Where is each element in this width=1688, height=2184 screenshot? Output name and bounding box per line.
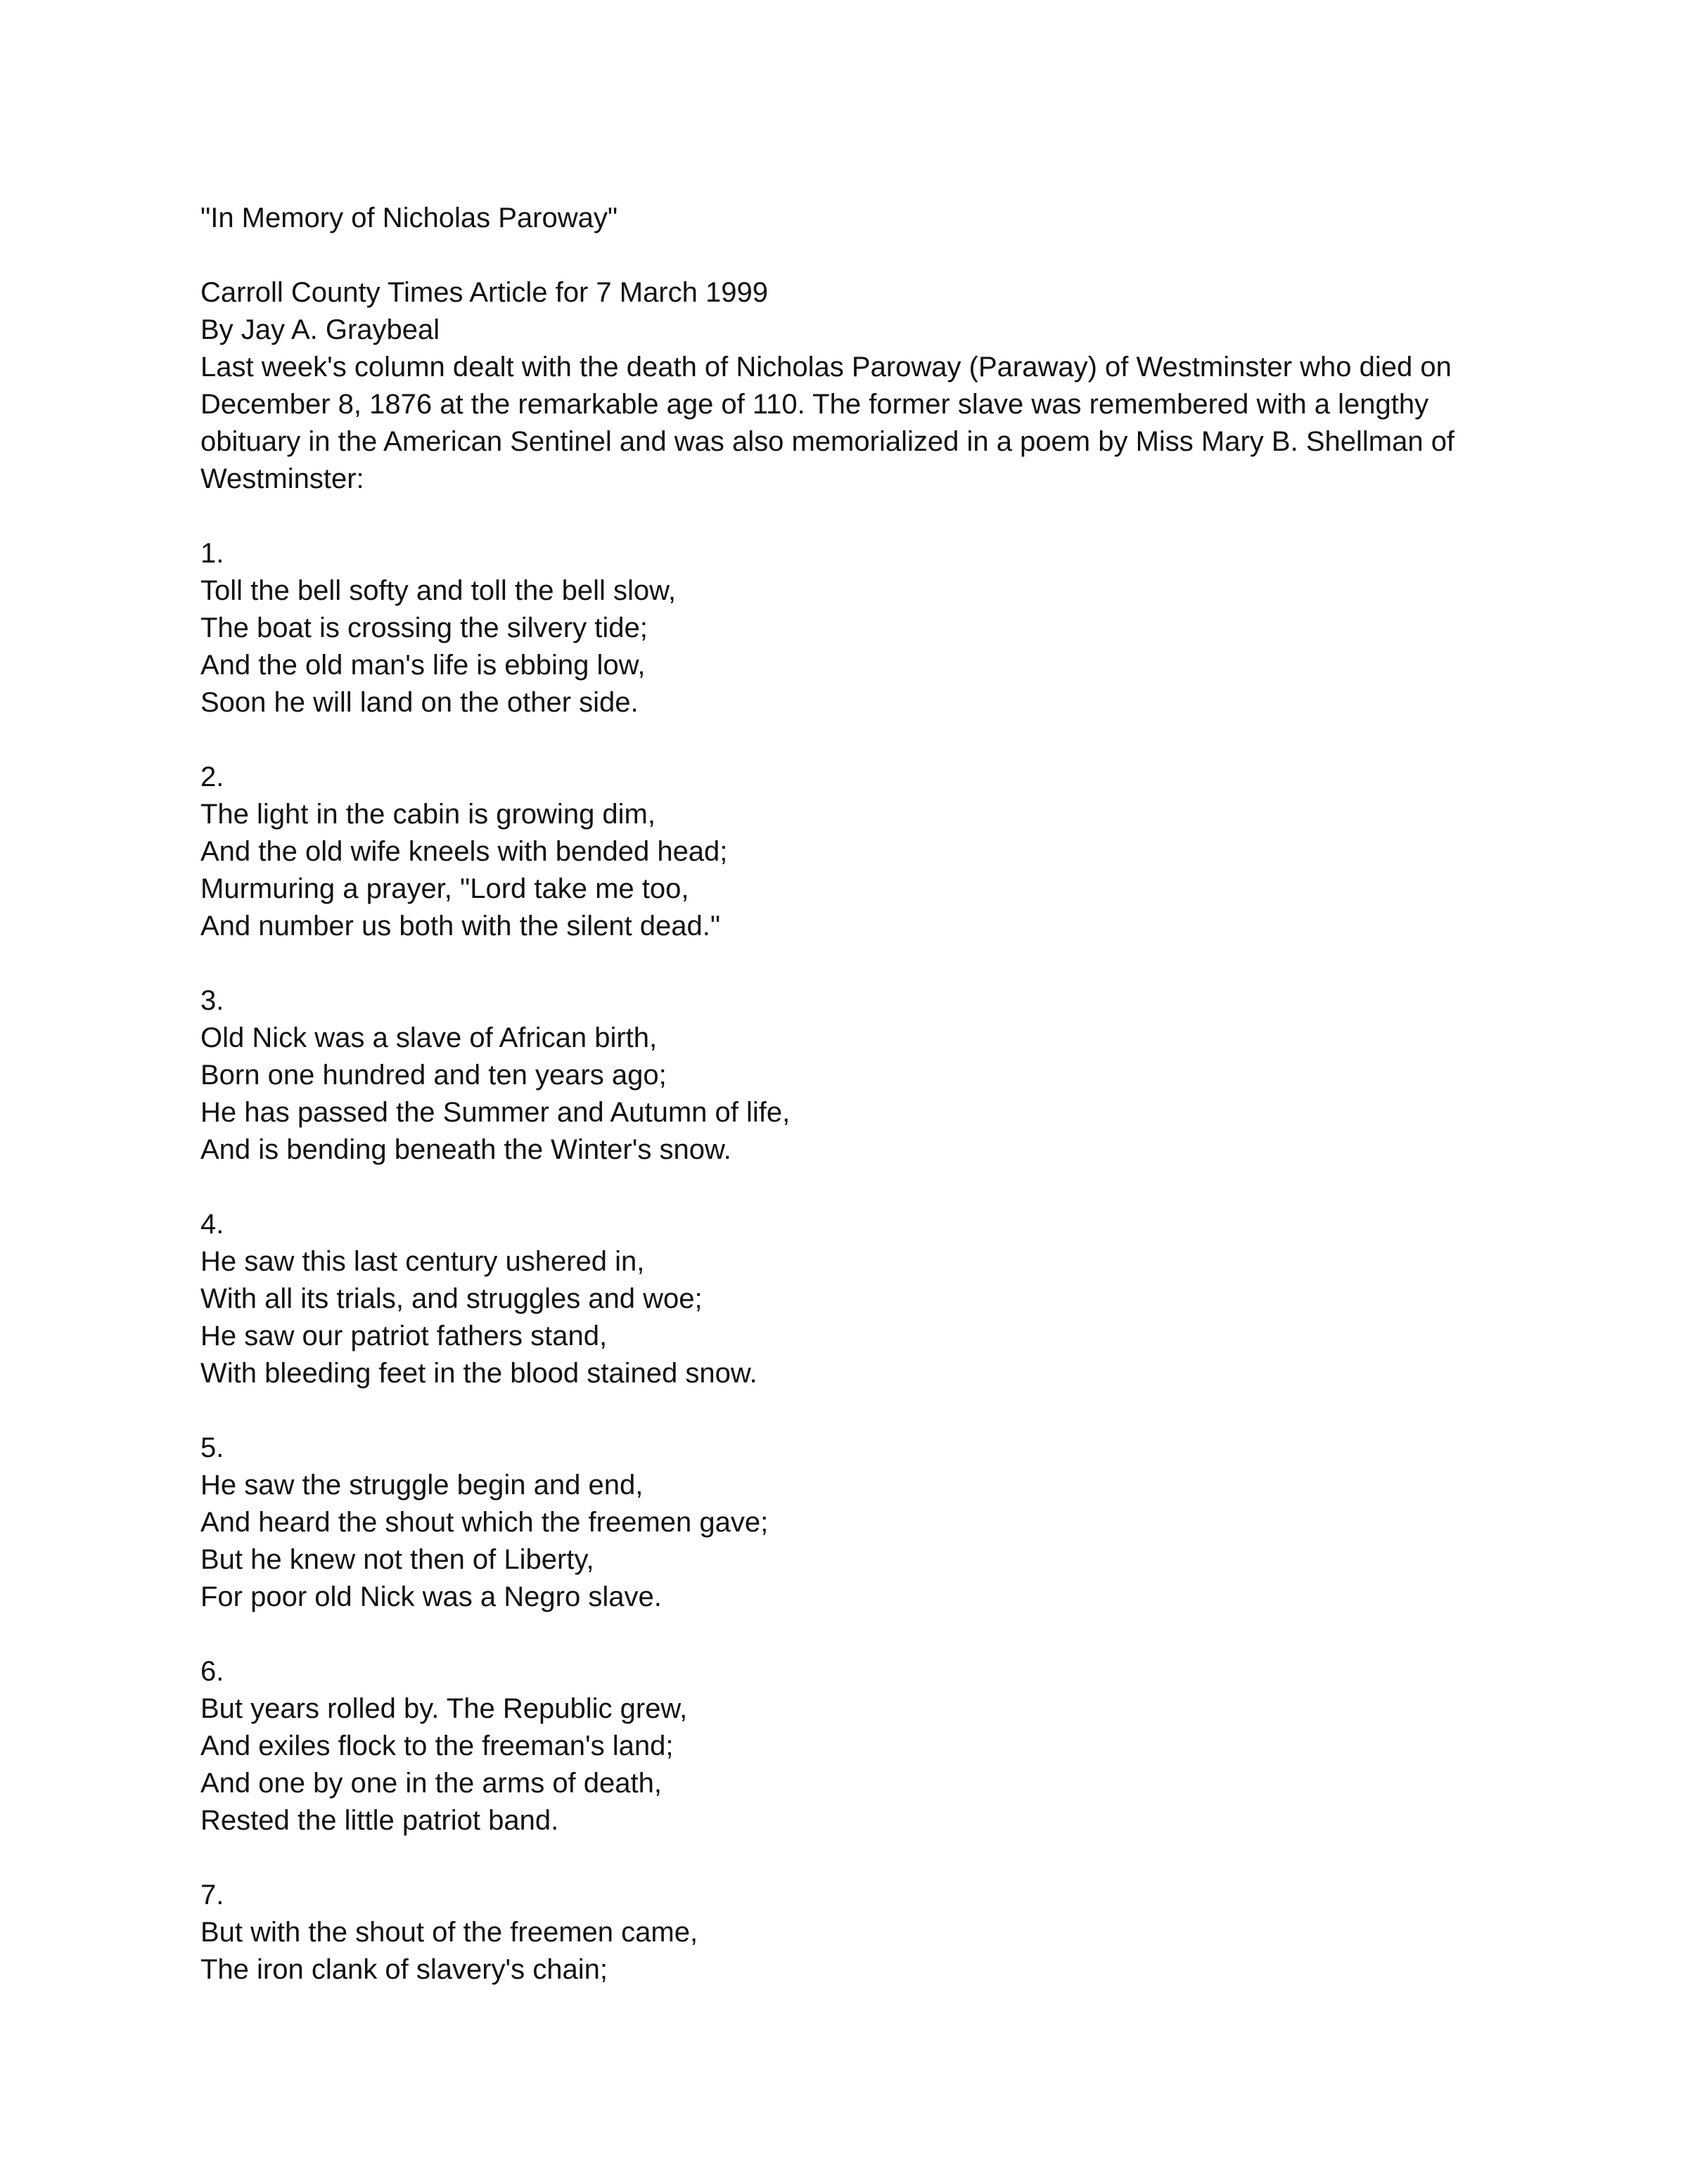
poem-line: Soon he will land on the other side. (200, 687, 639, 718)
spacer (200, 1392, 1495, 1430)
stanza-number: 5. (200, 1432, 224, 1463)
article-source: Carroll County Times Article for 7 March 1999 (200, 277, 768, 308)
poem-line: He saw the struggle begin and end, (200, 1470, 644, 1501)
poem-line: The light in the cabin is growing dim, (200, 799, 656, 830)
poem-line: And exiles flock to the freeman's land; (200, 1730, 674, 1761)
intro-line: Last week's column dealt with the death of Nicholas Paroway (Paraway) of Westminster who died on (200, 352, 1452, 383)
poem-line: And number us both with the silent dead." (200, 911, 721, 942)
poem-line: And the old wife kneels with bended head; (200, 836, 728, 867)
stanza-number: 4. (200, 1209, 224, 1240)
stanza-number: 1. (200, 538, 224, 569)
poem-line: The iron clank of slavery's chain; (200, 1954, 608, 1985)
stanza-number: 3. (200, 985, 224, 1016)
document-title: "In Memory of Nicholas Paroway" (200, 203, 618, 233)
spacer (200, 721, 1495, 759)
spacer (200, 1616, 1495, 1653)
poem-line: But with the shout of the freemen came, (200, 1917, 698, 1948)
poem-line: Born one hundred and ten years ago; (200, 1060, 667, 1091)
poem-line: And is bending beneath the Winter's snow. (200, 1134, 731, 1165)
poem-line: Murmuring a prayer, "Lord take me too, (200, 873, 689, 904)
poem-line: He has passed the Summer and Autumn of life, (200, 1097, 791, 1128)
poem-line: With all its trials, and struggles and woe; (200, 1283, 703, 1314)
stanza-number: 2. (200, 762, 224, 792)
spacer (200, 1169, 1495, 1206)
poem-line: With bleeding feet in the blood stained snow. (200, 1358, 757, 1389)
stanza-number: 6. (200, 1656, 224, 1687)
poem-line: The boat is crossing the silvery tide; (200, 612, 648, 643)
poem-line: But years rolled by. The Republic grew, (200, 1693, 688, 1724)
poem-line: And the old man's life is ebbing low, (200, 650, 646, 681)
poem-line: Old Nick was a slave of African birth, (200, 1022, 658, 1053)
poem-line: But he knew not then of Liberty, (200, 1544, 594, 1575)
spacer (200, 1839, 1495, 1877)
intro-line: Westminster: (200, 463, 364, 494)
poem-line: He saw our patriot fathers stand, (200, 1321, 608, 1351)
spacer (200, 498, 1495, 535)
spacer (200, 237, 1495, 274)
intro-line: December 8, 1876 at the remarkable age of 110. The former slave was remembered with a lengthy (200, 389, 1429, 420)
byline: By Jay A. Graybeal (200, 314, 440, 345)
intro-line: obituary in the American Sentinel and was also memorialized in a poem by Miss Mary B. Shellman of (200, 426, 1455, 457)
stanza-number: 7. (200, 1880, 224, 1910)
document-page (200, 200, 1495, 1989)
poem-line: And heard the shout which the freemen gave; (200, 1507, 769, 1538)
poem-line: He saw this last century ushered in, (200, 1246, 645, 1277)
poem-line: Toll the bell softy and toll the bell slow, (200, 575, 676, 606)
poem-line: And one by one in the arms of death, (200, 1768, 662, 1799)
poem-line: Rested the little patriot band. (200, 1805, 559, 1836)
spacer (200, 945, 1495, 982)
poem-line: For poor old Nick was a Negro slave. (200, 1581, 662, 1612)
